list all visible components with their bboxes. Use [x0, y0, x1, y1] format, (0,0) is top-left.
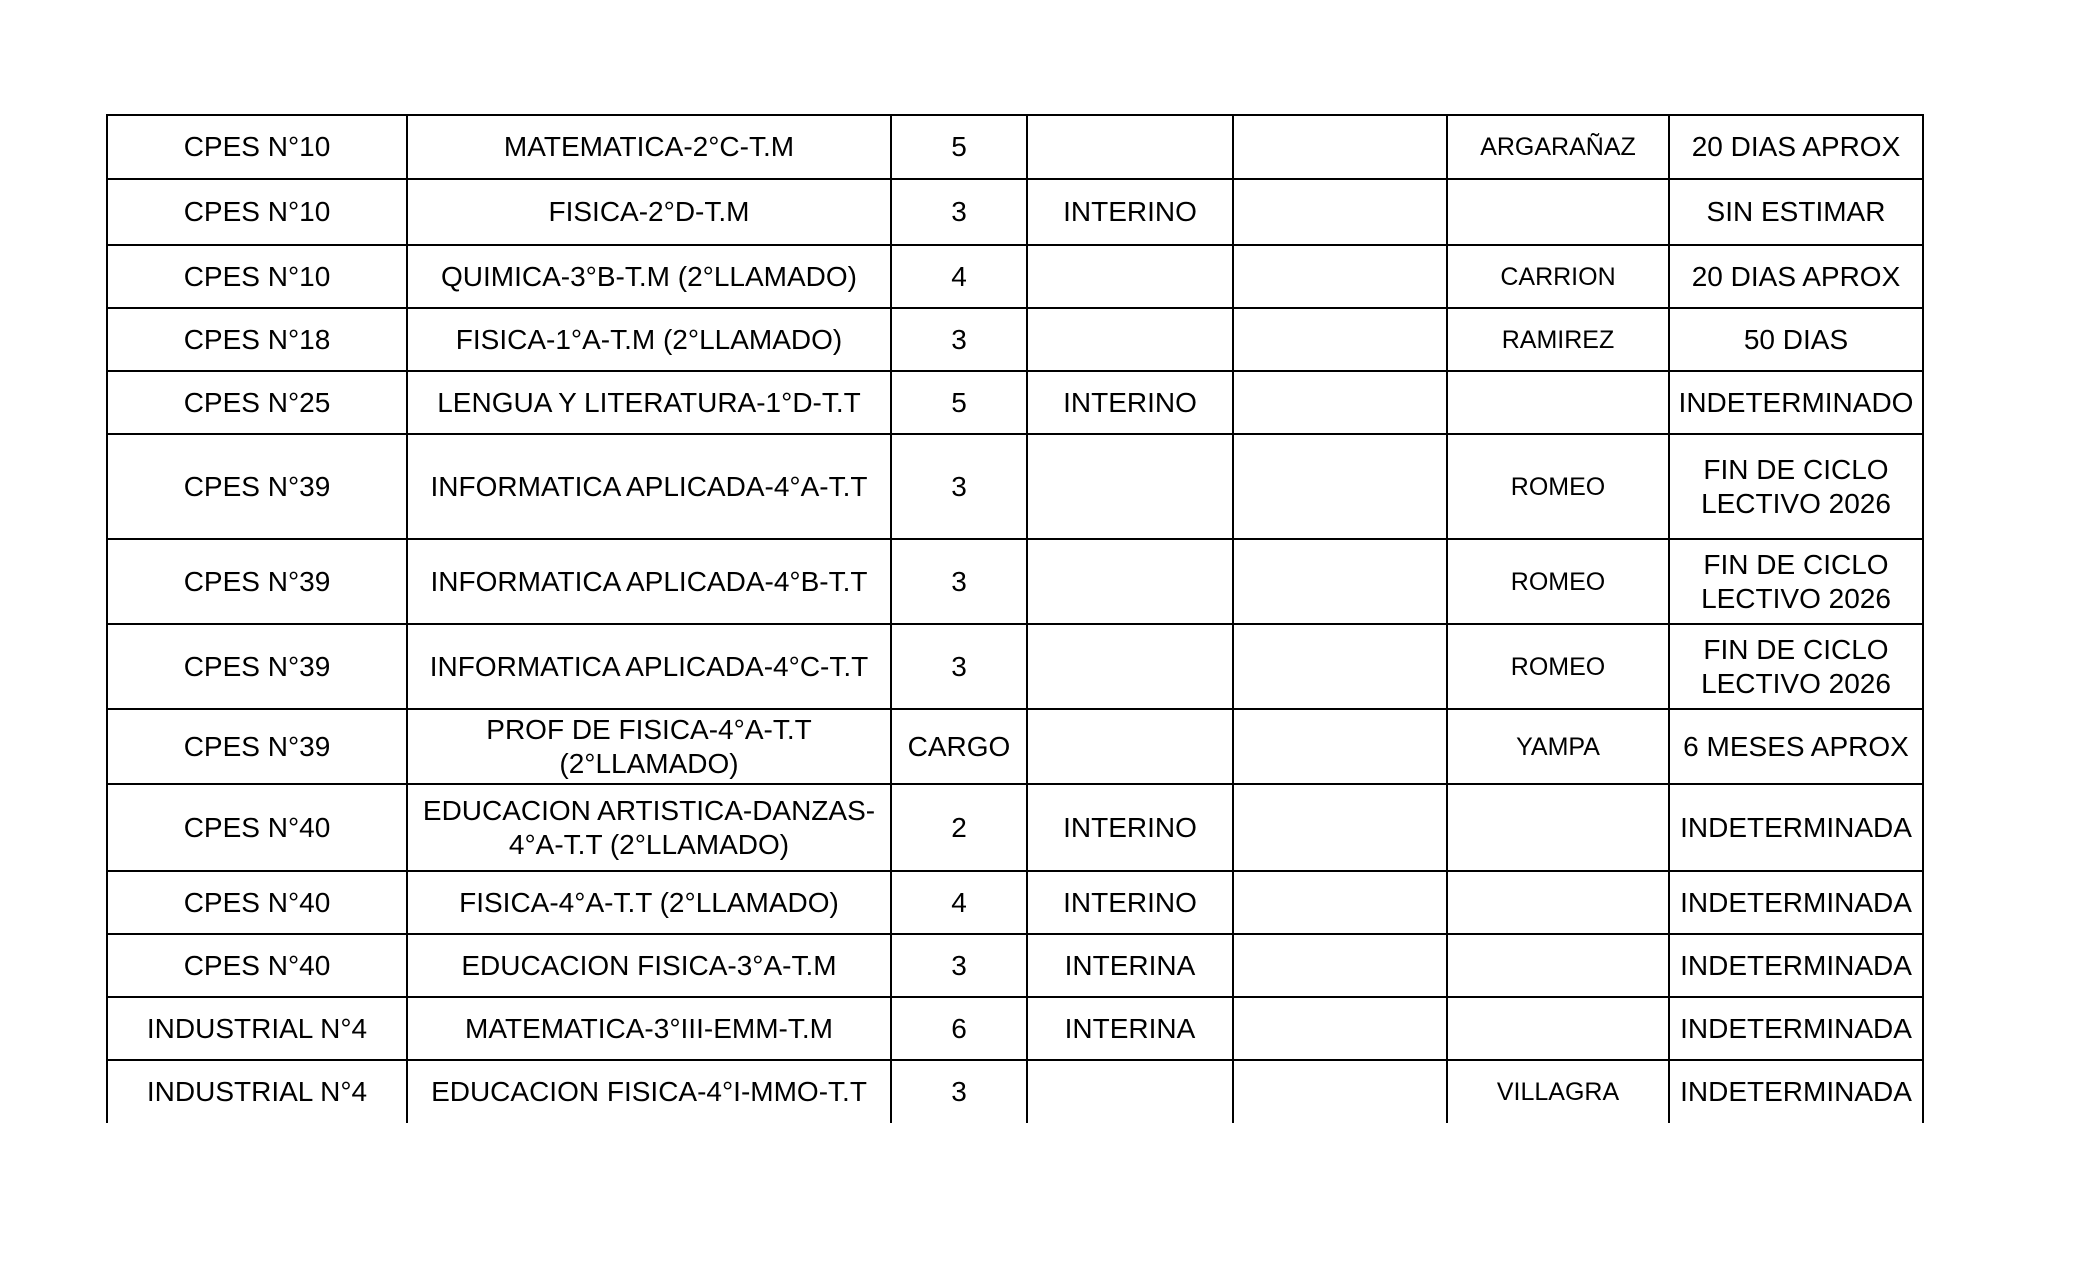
- school-cell: CPES N°39: [107, 624, 407, 709]
- status-cell: [1027, 709, 1233, 784]
- status-cell: INTERINO: [1027, 179, 1233, 245]
- subject-cell: INFORMATICA APLICADA-4°B-T.T: [407, 539, 891, 624]
- duration-cell: INDETERMINADA: [1669, 997, 1923, 1060]
- table-row: [107, 997, 1923, 1060]
- subject-cell: EDUCACION ARTISTICA-DANZAS-4°A-T.T (2°LLAMADO): [407, 784, 891, 871]
- holder-cell: ARGARAÑAZ: [1447, 115, 1669, 179]
- holder-cell: ROMEO: [1447, 624, 1669, 709]
- extra-cell: [1233, 784, 1447, 871]
- table-row: [107, 784, 1923, 871]
- subject-cell: QUIMICA-3°B-T.M (2°LLAMADO): [407, 245, 891, 308]
- extra-cell: [1233, 997, 1447, 1060]
- subject-cell: PROF DE FISICA-4°A-T.T (2°LLAMADO): [407, 709, 891, 784]
- extra-cell: [1233, 434, 1447, 539]
- school-cell: CPES N°40: [107, 871, 407, 934]
- extra-cell: [1233, 624, 1447, 709]
- status-cell: [1027, 539, 1233, 624]
- table-row: [107, 115, 1923, 179]
- holder-cell: [1447, 784, 1669, 871]
- status-cell: [1027, 434, 1233, 539]
- extra-cell: [1233, 245, 1447, 308]
- school-cell: CPES N°39: [107, 434, 407, 539]
- extra-cell: [1233, 179, 1447, 245]
- duration-cell: FIN DE CICLO LECTIVO 2026: [1669, 539, 1923, 624]
- table-row: [107, 871, 1923, 934]
- status-cell: [1027, 115, 1233, 179]
- holder-cell: YAMPA: [1447, 709, 1669, 784]
- holder-cell: ROMEO: [1447, 434, 1669, 539]
- subject-cell: FISICA-4°A-T.T (2°LLAMADO): [407, 871, 891, 934]
- extra-cell: [1233, 934, 1447, 997]
- duration-cell: 50 DIAS: [1669, 308, 1923, 371]
- school-cell: CPES N°39: [107, 709, 407, 784]
- duration-cell: 20 DIAS APROX: [1669, 245, 1923, 308]
- table-row: [107, 308, 1923, 371]
- status-cell: [1027, 308, 1233, 371]
- duration-cell: 20 DIAS APROX: [1669, 115, 1923, 179]
- school-cell: CPES N°10: [107, 179, 407, 245]
- table-row: [107, 934, 1923, 997]
- holder-cell: [1447, 934, 1669, 997]
- holder-cell: [1447, 871, 1669, 934]
- hours-cell: 5: [891, 371, 1027, 434]
- subject-cell: LENGUA Y LITERATURA-1°D-T.T: [407, 371, 891, 434]
- subject-cell: EDUCACION FISICA-3°A-T.M: [407, 934, 891, 997]
- hours-cell: 3: [891, 308, 1027, 371]
- hours-cell: CARGO: [891, 709, 1027, 784]
- hours-cell: 3: [891, 934, 1027, 997]
- hours-cell: 2: [891, 784, 1027, 871]
- hours-cell: 4: [891, 245, 1027, 308]
- subject-cell: EDUCACION FISICA-4°I-MMO-T.T: [407, 1060, 891, 1123]
- hours-cell: 5: [891, 115, 1027, 179]
- table-row: [107, 245, 1923, 308]
- extra-cell: [1233, 308, 1447, 371]
- hours-cell: 4: [891, 871, 1027, 934]
- hours-cell: 3: [891, 1060, 1027, 1123]
- hours-cell: 3: [891, 624, 1027, 709]
- table-row: [107, 371, 1923, 434]
- holder-cell: [1447, 997, 1669, 1060]
- subject-cell: INFORMATICA APLICADA-4°C-T.T: [407, 624, 891, 709]
- status-cell: [1027, 1060, 1233, 1123]
- extra-cell: [1233, 1060, 1447, 1123]
- status-cell: [1027, 624, 1233, 709]
- extra-cell: [1233, 539, 1447, 624]
- school-cell: CPES N°40: [107, 784, 407, 871]
- vacancies-table: [106, 114, 1924, 1123]
- subject-cell: MATEMATICA-3°III-EMM-T.M: [407, 997, 891, 1060]
- table-body: [107, 115, 1923, 1123]
- hours-cell: 3: [891, 539, 1027, 624]
- hours-cell: 3: [891, 179, 1027, 245]
- status-cell: INTERINO: [1027, 784, 1233, 871]
- hours-cell: 6: [891, 997, 1027, 1060]
- school-cell: CPES N°18: [107, 308, 407, 371]
- duration-cell: SIN ESTIMAR: [1669, 179, 1923, 245]
- school-cell: CPES N°40: [107, 934, 407, 997]
- subject-cell: FISICA-1°A-T.M (2°LLAMADO): [407, 308, 891, 371]
- status-cell: INTERINA: [1027, 934, 1233, 997]
- holder-cell: RAMIREZ: [1447, 308, 1669, 371]
- subject-cell: FISICA-2°D-T.M: [407, 179, 891, 245]
- holder-cell: VILLAGRA: [1447, 1060, 1669, 1123]
- subject-cell: MATEMATICA-2°C-T.M: [407, 115, 891, 179]
- duration-cell: INDETERMINADO: [1669, 371, 1923, 434]
- holder-cell: [1447, 179, 1669, 245]
- table-row: [107, 434, 1923, 539]
- duration-cell: FIN DE CICLO LECTIVO 2026: [1669, 434, 1923, 539]
- school-cell: CPES N°10: [107, 245, 407, 308]
- table-row: [107, 624, 1923, 709]
- school-cell: CPES N°10: [107, 115, 407, 179]
- table-row: [107, 179, 1923, 245]
- extra-cell: [1233, 115, 1447, 179]
- school-cell: CPES N°39: [107, 539, 407, 624]
- duration-cell: INDETERMINADA: [1669, 784, 1923, 871]
- school-cell: INDUSTRIAL N°4: [107, 1060, 407, 1123]
- school-cell: INDUSTRIAL N°4: [107, 997, 407, 1060]
- extra-cell: [1233, 871, 1447, 934]
- duration-cell: 6 MESES APROX: [1669, 709, 1923, 784]
- hours-cell: 3: [891, 434, 1027, 539]
- extra-cell: [1233, 709, 1447, 784]
- status-cell: [1027, 245, 1233, 308]
- status-cell: INTERINO: [1027, 871, 1233, 934]
- school-cell: CPES N°25: [107, 371, 407, 434]
- duration-cell: INDETERMINADA: [1669, 871, 1923, 934]
- extra-cell: [1233, 371, 1447, 434]
- duration-cell: FIN DE CICLO LECTIVO 2026: [1669, 624, 1923, 709]
- status-cell: INTERINO: [1027, 371, 1233, 434]
- table-row: [107, 1060, 1923, 1123]
- table-row: [107, 539, 1923, 624]
- duration-cell: INDETERMINADA: [1669, 1060, 1923, 1123]
- holder-cell: ROMEO: [1447, 539, 1669, 624]
- duration-cell: INDETERMINADA: [1669, 934, 1923, 997]
- subject-cell: INFORMATICA APLICADA-4°A-T.T: [407, 434, 891, 539]
- table-row: [107, 709, 1923, 784]
- holder-cell: [1447, 371, 1669, 434]
- status-cell: INTERINA: [1027, 997, 1233, 1060]
- holder-cell: CARRION: [1447, 245, 1669, 308]
